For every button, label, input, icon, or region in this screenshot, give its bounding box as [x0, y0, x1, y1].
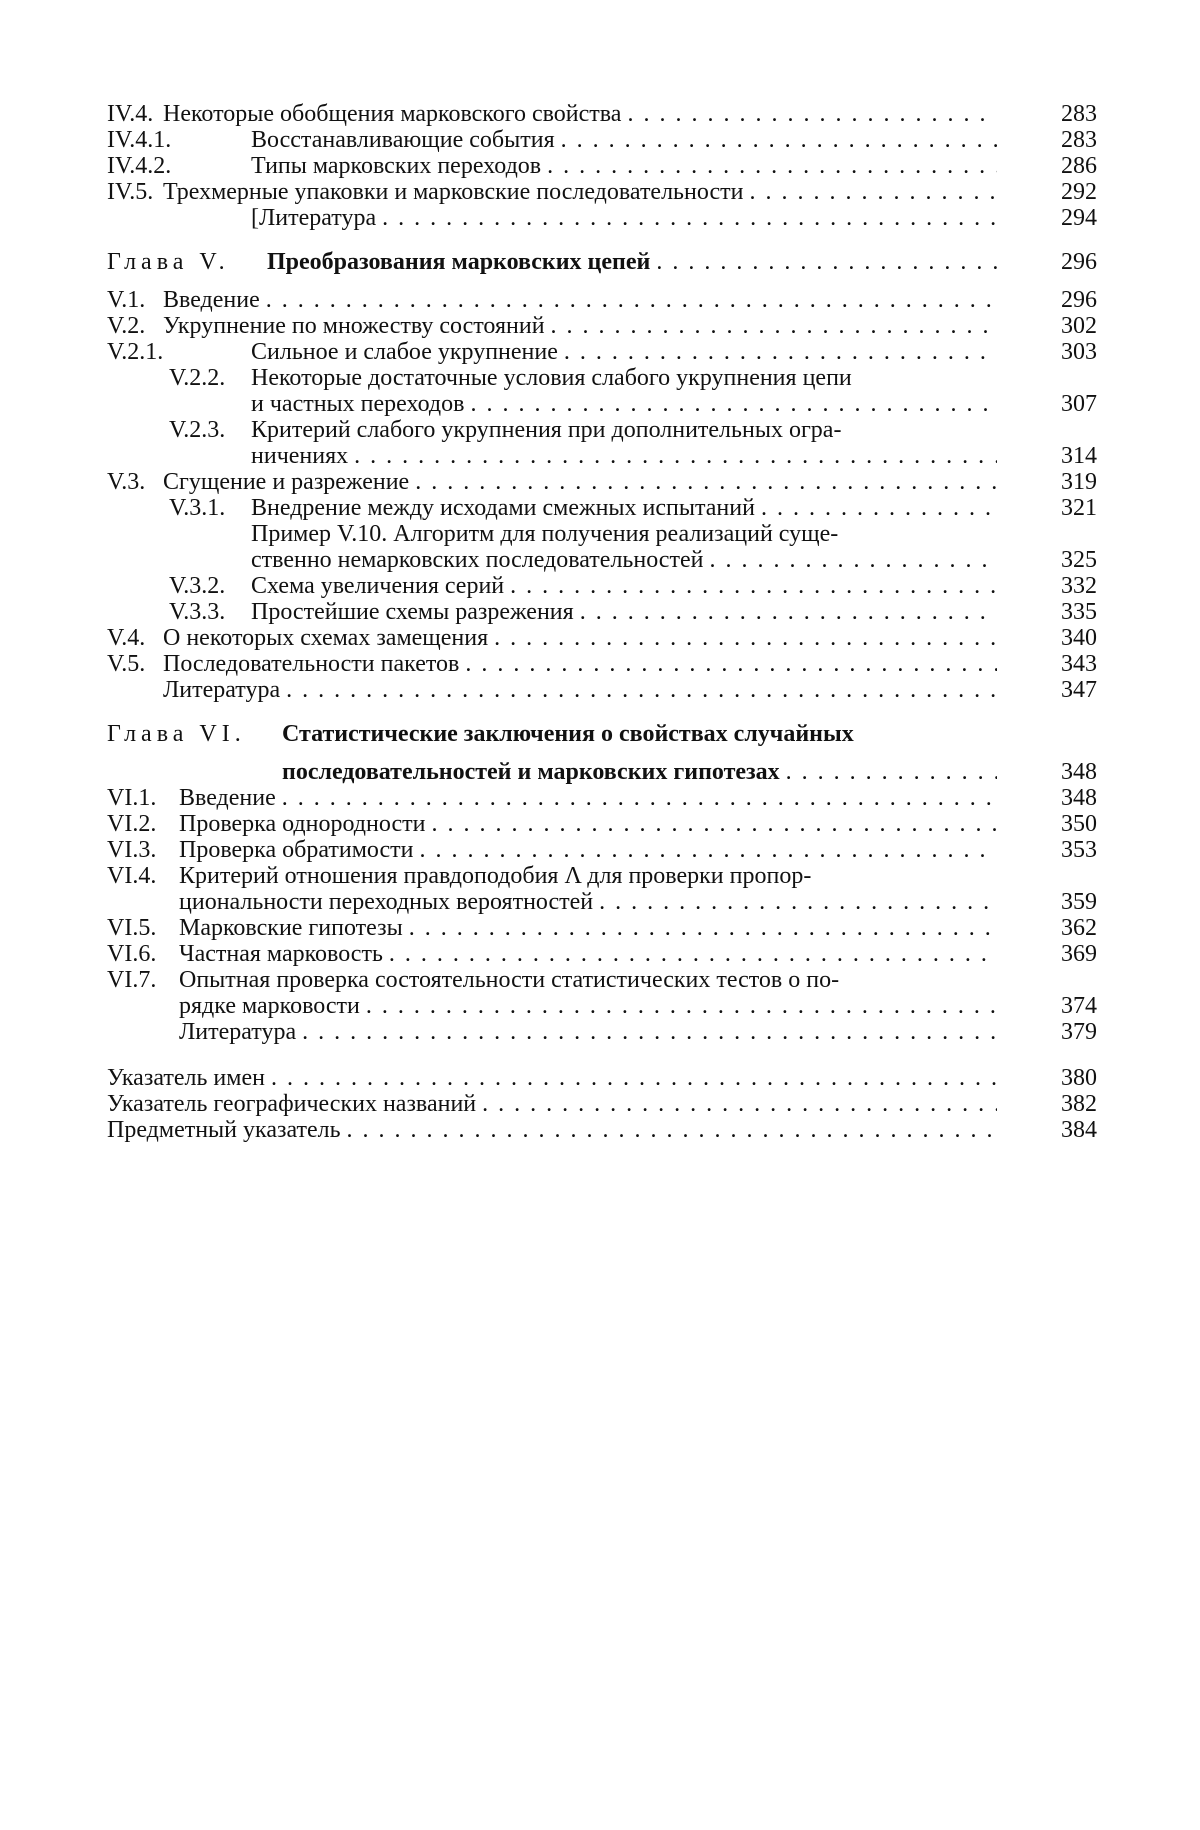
entry-title: ственно немарковских последовательностей	[251, 547, 704, 573]
toc-entry[interactable]	[107, 153, 1097, 179]
leader-dots	[419, 837, 997, 863]
entry-title-line	[179, 967, 997, 993]
leader-dots	[749, 179, 997, 205]
toc-entry[interactable]	[107, 811, 1097, 837]
entry-number: Глава V.	[107, 249, 230, 275]
entry-title: Сильное и слабое укрупнение	[251, 339, 558, 365]
entry-title-line	[251, 365, 997, 391]
page-number: 303	[1061, 339, 1097, 365]
entry-title-line	[179, 863, 997, 889]
toc-entry[interactable]	[107, 573, 1097, 599]
toc-entry[interactable]	[107, 651, 1097, 677]
page-number: 362	[1061, 915, 1097, 941]
leader-dots	[465, 651, 997, 677]
page-number: 350	[1061, 811, 1097, 837]
toc-entry[interactable]	[107, 837, 1097, 863]
entry-title: Сгущение и разрежение	[163, 469, 410, 495]
entry-title-line	[179, 915, 997, 941]
page-number: 332	[1061, 573, 1097, 599]
entry-title: Введение	[163, 287, 260, 313]
page-number: 384	[1061, 1117, 1097, 1143]
toc-entry[interactable]	[107, 863, 1097, 889]
page-number: 321	[1061, 495, 1097, 521]
entry-title: Критерий отношения правдоподобия Λ для проверки пропор-	[179, 863, 812, 889]
entry-number: VI.7.	[107, 967, 157, 993]
entry-title-line	[179, 811, 997, 837]
toc-entry[interactable]	[107, 443, 1097, 469]
leader-dots	[409, 915, 997, 941]
entry-title: рядке марковости	[179, 993, 360, 1019]
entry-title: последовательностей и марковских гипотезах	[282, 759, 780, 785]
toc-entry[interactable]	[107, 417, 1097, 443]
entry-title-line	[251, 205, 997, 231]
page-number: 335	[1061, 599, 1097, 625]
page-number: 353	[1061, 837, 1097, 863]
entry-title-line	[179, 1019, 997, 1045]
entry-title-line	[251, 521, 997, 547]
entry-title-line	[163, 677, 997, 703]
leader-dots	[271, 1065, 997, 1091]
entry-title-line	[163, 313, 997, 339]
entry-number: V.2.3.	[169, 417, 226, 443]
section-gap	[107, 1045, 1097, 1065]
entry-number: VI.2.	[107, 811, 157, 837]
page-number: 307	[1061, 391, 1097, 417]
toc-entry[interactable]	[107, 391, 1097, 417]
leader-dots	[431, 811, 997, 837]
toc-entry[interactable]	[107, 889, 1097, 915]
toc-entry[interactable]	[107, 967, 1097, 993]
toc-entry[interactable]	[107, 205, 1097, 231]
leader-dots	[282, 785, 997, 811]
entry-title: Преобразования марковских цепей	[267, 249, 651, 275]
toc-entry[interactable]	[107, 469, 1097, 495]
entry-title-line	[163, 287, 997, 313]
entry-number: VI.1.	[107, 785, 157, 811]
page-number: 296	[1061, 249, 1097, 275]
entry-title-line	[107, 1117, 997, 1143]
entry-number: VI.5.	[107, 915, 157, 941]
page-number: 348	[1061, 759, 1097, 785]
entry-title-line	[282, 759, 997, 785]
entry-title: Пример V.10. Алгоритм для получения реализаций суще-	[251, 521, 839, 547]
page-number: 283	[1061, 127, 1097, 153]
leader-dots	[786, 759, 997, 785]
entry-title: [Литература	[251, 205, 377, 231]
entry-title: Указатель географических названий	[107, 1091, 477, 1117]
page-number: 382	[1061, 1091, 1097, 1117]
toc-entry[interactable]	[107, 495, 1097, 521]
leader-dots	[627, 101, 997, 127]
page-number: 347	[1061, 677, 1097, 703]
entry-title: Проверка обратимости	[179, 837, 414, 863]
entry-title: и частных переходов	[251, 391, 465, 417]
page-number: 348	[1061, 785, 1097, 811]
page-number: 379	[1061, 1019, 1097, 1045]
entry-number: V.5.	[107, 651, 146, 677]
entry-title: Критерий слабого укрупнения при дополнительных огра-	[251, 417, 842, 443]
entry-title-line	[267, 249, 997, 275]
entry-number: V.2.	[107, 313, 146, 339]
leader-dots	[482, 1091, 997, 1117]
entry-title: Простейшие схемы разрежения	[251, 599, 574, 625]
page-number: 340	[1061, 625, 1097, 651]
entry-title-line	[251, 573, 997, 599]
toc-entry[interactable]	[107, 1117, 1097, 1143]
entry-title: Укрупнение по множеству состояний	[163, 313, 545, 339]
entry-number: V.4.	[107, 625, 146, 651]
page-number: 286	[1061, 153, 1097, 179]
leader-dots	[510, 573, 997, 599]
toc-entry[interactable]	[107, 339, 1097, 365]
leader-dots	[561, 127, 997, 153]
entry-title-line	[179, 785, 997, 811]
entry-number: V.3.2.	[169, 573, 226, 599]
page-number: 302	[1061, 313, 1097, 339]
entry-title-line	[251, 443, 997, 469]
entry-title-line	[251, 547, 997, 573]
entry-title-line	[107, 1065, 997, 1091]
leader-dots	[366, 993, 997, 1019]
entry-title-line	[251, 599, 997, 625]
toc-entry[interactable]	[107, 941, 1097, 967]
leader-dots	[551, 313, 997, 339]
entry-title-line	[251, 495, 997, 521]
entry-number: IV.5.	[107, 179, 154, 205]
page-number: 343	[1061, 651, 1097, 677]
entry-title: Восстанавливающие события	[251, 127, 555, 153]
toc-entry[interactable]	[107, 1065, 1097, 1091]
toc-entry[interactable]	[107, 785, 1097, 811]
entry-title: Некоторые обобщения марковского свойства	[163, 101, 622, 127]
leader-dots	[286, 677, 997, 703]
leader-dots	[470, 391, 997, 417]
toc-entry[interactable]	[107, 677, 1097, 703]
entry-title: Литература	[179, 1019, 297, 1045]
entry-number: VI.4.	[107, 863, 157, 889]
entry-number: V.3.3.	[169, 599, 226, 625]
leader-dots	[302, 1019, 997, 1045]
toc-entry[interactable]	[107, 287, 1097, 313]
page-number: 296	[1061, 287, 1097, 313]
page-number: 292	[1061, 179, 1097, 205]
entry-title-line	[179, 837, 997, 863]
table-of-contents	[107, 101, 1097, 1143]
entry-title: Схема увеличения серий	[251, 573, 505, 599]
leader-dots	[599, 889, 997, 915]
entry-number: Глава VI.	[107, 721, 246, 747]
page-number: 319	[1061, 469, 1097, 495]
entry-title-line	[179, 889, 997, 915]
entry-title: Литература	[163, 677, 281, 703]
leader-dots	[564, 339, 997, 365]
entry-number: IV.4.1.	[107, 127, 172, 153]
entry-title: Внедрение между исходами смежных испытаний	[251, 495, 755, 521]
toc-entry[interactable]	[107, 1091, 1097, 1117]
chapter-heading[interactable]	[107, 721, 1097, 751]
toc-entry[interactable]	[107, 599, 1097, 625]
leader-dots	[354, 443, 997, 469]
leader-dots	[415, 469, 997, 495]
entry-title: Частная марковость	[179, 941, 383, 967]
toc-entry[interactable]	[107, 127, 1097, 153]
leader-dots	[709, 547, 997, 573]
entry-title-line	[251, 127, 997, 153]
entry-title-line	[251, 417, 997, 443]
page-number: 314	[1061, 443, 1097, 469]
entry-title-line	[179, 941, 997, 967]
entry-title: Введение	[179, 785, 276, 811]
page-number: 369	[1061, 941, 1097, 967]
leader-dots	[266, 287, 997, 313]
toc-entry[interactable]	[107, 313, 1097, 339]
toc-entry[interactable]	[107, 759, 1097, 785]
entry-number: IV.4.	[107, 101, 154, 127]
leader-dots	[656, 249, 997, 275]
leader-dots	[389, 941, 997, 967]
entry-number: V.3.	[107, 469, 146, 495]
toc-entry[interactable]	[107, 365, 1097, 391]
entry-title: Проверка однородности	[179, 811, 426, 837]
leader-dots	[761, 495, 997, 521]
toc-entry[interactable]	[107, 179, 1097, 205]
entry-title: Типы марковских переходов	[251, 153, 542, 179]
toc-entry[interactable]	[107, 521, 1097, 547]
page-number: 325	[1061, 547, 1097, 573]
toc-entry[interactable]	[107, 993, 1097, 1019]
leader-dots	[580, 599, 997, 625]
leader-dots	[382, 205, 997, 231]
entry-title: Некоторые достаточные условия слабого укрупнения цепи	[251, 365, 852, 391]
toc-entry[interactable]	[107, 547, 1097, 573]
entry-title: О некоторых схемах замещения	[163, 625, 489, 651]
toc-entry[interactable]	[107, 101, 1097, 127]
entry-title: ничениях	[251, 443, 349, 469]
entry-title: Статистические заключения о свойствах случайных	[282, 721, 854, 747]
entry-title-line	[282, 721, 997, 747]
entry-title-line	[251, 339, 997, 365]
entry-title: Последовательности пакетов	[163, 651, 460, 677]
entry-title-line	[163, 469, 997, 495]
toc-entry[interactable]	[107, 1019, 1097, 1045]
entry-title-line	[163, 179, 997, 205]
leader-dots	[494, 625, 997, 651]
leader-dots	[547, 153, 997, 179]
entry-title: Указатель имен	[107, 1065, 265, 1091]
entry-title-line	[179, 993, 997, 1019]
entry-number: V.1.	[107, 287, 146, 313]
entry-number: IV.4.2.	[107, 153, 172, 179]
entry-title-line	[163, 651, 997, 677]
leader-dots	[347, 1117, 997, 1143]
chapter-heading[interactable]	[107, 249, 1097, 279]
page-number: 359	[1061, 889, 1097, 915]
toc-entry[interactable]	[107, 915, 1097, 941]
entry-number: V.2.2.	[169, 365, 226, 391]
entry-title: Опытная проверка состоятельности статистических тестов о по-	[179, 967, 840, 993]
page-number: 294	[1061, 205, 1097, 231]
page-number: 283	[1061, 101, 1097, 127]
entry-title-line	[251, 391, 997, 417]
page-number: 380	[1061, 1065, 1097, 1091]
entry-title-line	[107, 1091, 997, 1117]
entry-title: Трехмерные упаковки и марковские последовательности	[163, 179, 744, 205]
entry-number: V.2.1.	[107, 339, 164, 365]
entry-number: V.3.1.	[169, 495, 226, 521]
entry-title-line	[251, 153, 997, 179]
entry-title: циональности переходных вероятностей	[179, 889, 594, 915]
entry-number: VI.3.	[107, 837, 157, 863]
toc-entry[interactable]	[107, 625, 1097, 651]
entry-title: Марковские гипотезы	[179, 915, 403, 941]
entry-number: VI.6.	[107, 941, 157, 967]
entry-title: Предметный указатель	[107, 1117, 341, 1143]
page-number: 374	[1061, 993, 1097, 1019]
entry-title-line	[163, 625, 997, 651]
entry-title-line	[163, 101, 997, 127]
